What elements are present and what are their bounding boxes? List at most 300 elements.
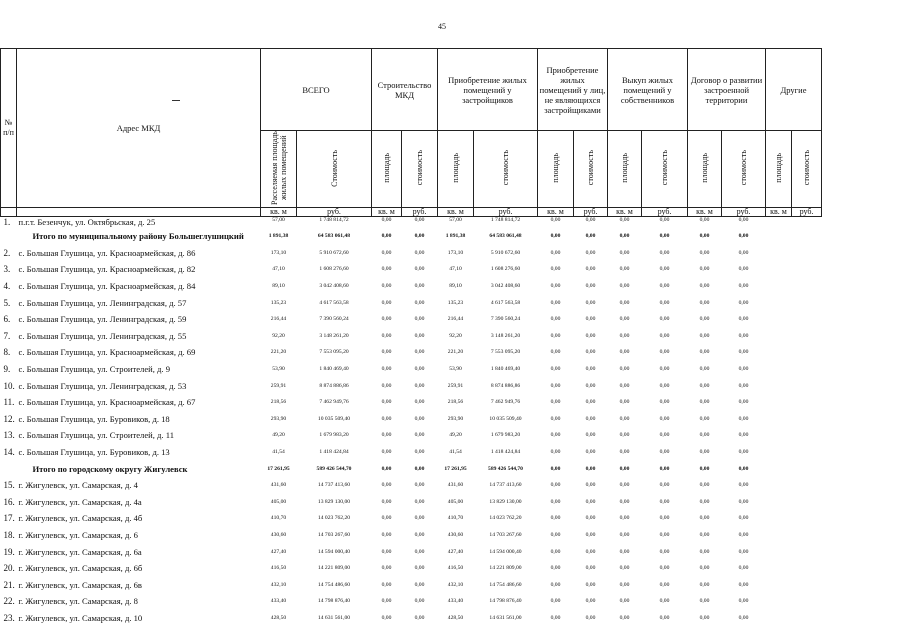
value-cell: 0,00	[550, 366, 561, 373]
value-cell: 0,00	[738, 465, 749, 472]
value-cell: 1 891,38	[268, 233, 289, 240]
value-cell: 0,00	[381, 565, 392, 572]
value-cell: 0,00	[414, 515, 425, 522]
sub-header-label: площадь	[382, 153, 391, 183]
value-cell	[792, 361, 822, 378]
value-cell: 216,44	[270, 316, 287, 323]
value-cell: 1 608 276,60	[319, 266, 349, 273]
value-cell: 0,00	[699, 515, 710, 522]
value-cell: 0,00	[381, 548, 392, 555]
value-cell: 0,00	[585, 349, 596, 356]
value-cell: 0,00	[550, 283, 561, 290]
value-cell: 0,00	[550, 299, 561, 306]
sub-header-label: площадь	[451, 153, 460, 183]
value-cell: 0,00	[619, 614, 630, 621]
value-cell	[792, 377, 822, 394]
row-number: 7.	[3, 330, 11, 341]
value-cell: 1 418 424,84	[319, 449, 349, 456]
value-cell	[766, 543, 792, 560]
table-row	[1, 344, 822, 361]
table-row	[1, 294, 822, 311]
value-cell: 0,00	[619, 482, 630, 489]
unit-cell: руб.	[574, 208, 608, 217]
value-cell: 0,00	[619, 283, 630, 290]
value-cell: 431,60	[447, 482, 464, 489]
value-cell	[766, 527, 792, 544]
value-cell: 0,00	[659, 498, 670, 505]
sub-header-3	[402, 131, 438, 208]
value-cell: 431,60	[270, 482, 287, 489]
value-cell: 293,90	[270, 415, 287, 422]
value-cell: 0,00	[619, 581, 630, 588]
value-cell: 0,00	[699, 233, 710, 240]
value-cell: 49,20	[272, 432, 285, 439]
value-cell: 0,00	[381, 498, 392, 505]
col-header-address: Адрес МКД	[17, 49, 261, 208]
table-row	[1, 444, 822, 461]
value-cell	[766, 394, 792, 411]
value-cell: 0,00	[738, 249, 749, 256]
address-cell: с. Большая Глушица, ул. Красноармейская, д. 69	[18, 347, 196, 358]
unit-cell: кв. м	[261, 208, 297, 217]
sub-header-label: площадь	[551, 153, 560, 183]
value-cell: 0,00	[738, 531, 749, 538]
value-cell	[792, 477, 822, 494]
value-cell	[792, 278, 822, 295]
value-cell: 0,00	[659, 382, 670, 389]
value-cell: 0,00	[585, 482, 596, 489]
value-cell: 0,00	[619, 548, 630, 555]
value-cell: 0,00	[550, 382, 561, 389]
value-cell: 0,00	[414, 531, 425, 538]
value-cell	[792, 610, 822, 627]
value-cell: 0,00	[738, 548, 749, 555]
sub-header-11	[722, 131, 766, 208]
row-number: 3.	[3, 264, 11, 275]
value-cell: 0,00	[550, 581, 561, 588]
address-cell: г. Жигулевск, ул. Самарская, д. 6а	[18, 546, 142, 557]
value-cell: 0,00	[659, 415, 670, 422]
value-cell: 47,10	[272, 266, 285, 273]
value-cell: 1 418 424,84	[490, 449, 521, 456]
value-cell: 0,00	[699, 449, 710, 456]
value-cell	[792, 261, 822, 278]
value-cell: 14 631 561,00	[317, 614, 351, 621]
row-number: 16.	[3, 496, 15, 507]
value-cell	[792, 228, 822, 245]
value-cell: 0,00	[738, 598, 749, 605]
sub-header-label: стоимость	[415, 150, 424, 186]
value-cell	[766, 344, 792, 361]
value-cell: 14 023 762,20	[317, 515, 351, 522]
row-number: 4.	[3, 281, 11, 292]
value-cell: 0,00	[381, 515, 392, 522]
col-header-num: № п/п	[1, 49, 17, 208]
value-cell	[766, 576, 792, 593]
value-cell: 7 553 095,20	[490, 349, 521, 356]
value-cell: 135,23	[270, 299, 287, 306]
value-cell: 0,00	[619, 217, 630, 223]
sub-header-label: стоимость	[739, 150, 748, 186]
value-cell: 428,50	[270, 614, 287, 621]
value-cell: 41,54	[272, 449, 285, 456]
value-cell: 0,00	[619, 349, 630, 356]
sub-header-13	[792, 131, 822, 208]
table-row	[1, 560, 822, 577]
value-cell: 0,00	[414, 449, 425, 456]
unit-cell: руб.	[642, 208, 688, 217]
value-cell: 0,00	[619, 465, 630, 472]
row-number: 17.	[3, 513, 15, 524]
sub-header-1	[297, 131, 372, 208]
row-number: 6.	[3, 314, 11, 325]
value-cell: 8 874 886,86	[490, 382, 521, 389]
value-cell: 0,00	[414, 349, 425, 356]
value-cell: 0,00	[738, 482, 749, 489]
sub-header-0	[261, 131, 297, 208]
table-row	[1, 427, 822, 444]
value-cell: 0,00	[619, 249, 630, 256]
value-cell: 0,00	[738, 449, 749, 456]
value-cell: 0,00	[381, 614, 392, 621]
sub-header-6	[538, 131, 574, 208]
value-cell: 0,00	[699, 266, 710, 273]
address-cell: с. Большая Глушица, ул. Буровиков, д. 18	[18, 413, 170, 424]
unit-cell: кв. м	[688, 208, 722, 217]
value-cell: 0,00	[699, 366, 710, 373]
value-cell	[766, 460, 792, 477]
value-cell: 416,50	[270, 565, 287, 572]
value-cell: 0,00	[699, 565, 710, 572]
sub-header-label: стоимость	[586, 150, 595, 186]
value-cell: 0,00	[550, 233, 561, 240]
value-cell: 1 679 983,20	[490, 432, 521, 439]
value-cell: 0,00	[699, 498, 710, 505]
value-cell: 427,40	[270, 548, 287, 555]
value-cell: 0,00	[381, 249, 392, 256]
value-cell	[792, 494, 822, 511]
value-cell: 14 798 876,40	[317, 598, 351, 605]
value-cell: 49,20	[449, 432, 462, 439]
value-cell: 17 261,95	[444, 465, 467, 472]
value-cell: 432,10	[447, 581, 464, 588]
value-cell	[766, 427, 792, 444]
row-number: 19.	[3, 546, 15, 557]
value-cell: 0,00	[414, 382, 425, 389]
value-cell	[792, 576, 822, 593]
value-cell	[792, 344, 822, 361]
value-cell: 0,00	[738, 498, 749, 505]
value-cell: 0,00	[585, 332, 596, 339]
value-cell: 0,00	[659, 316, 670, 323]
address-cell: с. Большая Глушица, ул. Ленинградская, д. 57	[18, 297, 187, 308]
value-cell: 0,00	[699, 432, 710, 439]
value-cell: 0,00	[414, 548, 425, 555]
unit-cell: руб.	[474, 208, 538, 217]
address-cell: г. Жигулевск, ул. Самарская, д. 4б	[18, 513, 143, 524]
value-cell: 0,00	[659, 366, 670, 373]
value-cell: 0,00	[414, 581, 425, 588]
value-cell: 0,00	[585, 415, 596, 422]
table-row	[1, 576, 822, 593]
value-cell: 7 390 560,24	[490, 316, 521, 323]
unit-cell: руб.	[792, 208, 822, 217]
value-cell: 0,00	[659, 548, 670, 555]
value-cell	[792, 411, 822, 428]
value-cell: 0,00	[619, 515, 630, 522]
value-cell: 0,00	[738, 266, 749, 273]
table-row	[1, 610, 822, 627]
value-cell: 0,00	[659, 565, 670, 572]
value-cell: 0,00	[550, 432, 561, 439]
value-cell: 0,00	[619, 598, 630, 605]
value-cell: 0,00	[585, 565, 596, 572]
value-cell: 433,40	[270, 598, 287, 605]
value-cell: 0,00	[585, 598, 596, 605]
value-cell: 0,00	[585, 316, 596, 323]
value-cell: 14 631 561,00	[489, 614, 522, 621]
value-cell: 0,00	[585, 233, 596, 240]
value-cell: 589 426 544,70	[488, 465, 523, 472]
address-cell: с. Большая Глушица, ул. Ленинградская, д. 59	[18, 314, 187, 325]
value-cell: 0,00	[738, 366, 749, 373]
value-cell: 0,00	[585, 449, 596, 456]
row-number: 15.	[3, 480, 15, 491]
value-cell: 14 023 762,20	[489, 515, 522, 522]
value-cell: 430,60	[447, 531, 464, 538]
value-cell	[792, 427, 822, 444]
table-row	[1, 593, 822, 610]
value-cell: 0,00	[550, 349, 561, 356]
sub-header-4	[438, 131, 474, 208]
value-cell: 0,00	[659, 432, 670, 439]
sub-header-10	[688, 131, 722, 208]
value-cell: 410,70	[447, 515, 464, 522]
value-cell: 0,00	[585, 249, 596, 256]
value-cell: 14 798 876,40	[489, 598, 522, 605]
value-cell: 430,60	[270, 531, 287, 538]
sub-header-label: площадь	[700, 153, 709, 183]
value-cell: 0,00	[585, 465, 596, 472]
value-cell: 0,00	[619, 233, 630, 240]
value-cell: 405,00	[270, 498, 287, 505]
value-cell: 13 829 130,00	[317, 498, 351, 505]
value-cell	[766, 294, 792, 311]
value-cell	[766, 411, 792, 428]
value-cell: 0,00	[585, 548, 596, 555]
value-cell: 3 148 261,20	[319, 332, 349, 339]
value-cell: 0,00	[659, 465, 670, 472]
table-row	[1, 510, 822, 527]
unit-cell: кв. м	[372, 208, 402, 217]
value-cell: 14 703 267,60	[317, 531, 351, 538]
value-cell: 0,00	[550, 548, 561, 555]
value-cell: 14 594 000,40	[317, 548, 351, 555]
value-cell: 0,00	[381, 432, 392, 439]
value-cell: 0,00	[585, 531, 596, 538]
value-cell: 0,00	[738, 382, 749, 389]
value-cell: 0,00	[381, 449, 392, 456]
value-cell: 0,00	[414, 415, 425, 422]
value-cell: 0,00	[738, 349, 749, 356]
unit-cell: руб.	[722, 208, 766, 217]
value-cell: 0,00	[699, 548, 710, 555]
resettlement-table	[0, 48, 822, 626]
group-header-total: ВСЕГО	[261, 49, 372, 131]
value-cell: 1 608 276,60	[490, 266, 521, 273]
value-cell: 1 748 814,72	[319, 217, 349, 223]
value-cell: 0,00	[699, 482, 710, 489]
table-row	[1, 245, 822, 262]
value-cell: 0,00	[550, 316, 561, 323]
address-cell: с. Большая Глушица, ул. Строителей, д. 9	[18, 364, 171, 375]
value-cell: 0,00	[381, 299, 392, 306]
value-cell: 0,00	[414, 614, 425, 621]
value-cell: 0,00	[414, 233, 425, 240]
value-cell: 64 583 061,48	[317, 233, 351, 240]
value-cell: 10 035 509,40	[317, 415, 351, 422]
value-cell: 0,00	[414, 283, 425, 290]
table-row	[1, 217, 822, 229]
table-row	[1, 411, 822, 428]
value-cell: 0,00	[619, 399, 630, 406]
value-cell: 0,00	[699, 316, 710, 323]
value-cell: 0,00	[659, 283, 670, 290]
value-cell	[792, 328, 822, 345]
value-cell: 216,44	[447, 316, 464, 323]
value-cell: 14 737 413,60	[489, 482, 522, 489]
unit-cell: кв. м	[538, 208, 574, 217]
value-cell: 0,00	[381, 283, 392, 290]
value-cell: 433,40	[447, 598, 464, 605]
value-cell: 0,00	[414, 465, 425, 472]
table-row	[1, 261, 822, 278]
value-cell: 0,00	[381, 266, 392, 273]
table-row	[1, 543, 822, 560]
value-cell: 3 042 408,60	[319, 283, 349, 290]
value-cell	[792, 217, 822, 229]
value-cell: 5 910 672,60	[490, 249, 521, 256]
value-cell: 0,00	[659, 581, 670, 588]
value-cell: 0,00	[550, 482, 561, 489]
unit-cell: руб.	[402, 208, 438, 217]
value-cell: 0,00	[619, 449, 630, 456]
value-cell	[792, 294, 822, 311]
group-header-purchase-developers: Приобретение жилых помещений у застройщиков	[438, 49, 538, 131]
table-row	[1, 311, 822, 328]
value-cell: 218,56	[270, 399, 287, 406]
value-cell: 0,00	[738, 299, 749, 306]
value-cell: 589 426 544,70	[316, 465, 352, 472]
group-header-buyout: Выкуп жилых помещений у собственников	[608, 49, 688, 131]
value-cell: 10 035 509,40	[489, 415, 522, 422]
row-number: 20.	[3, 563, 15, 574]
value-cell: 1 840 469,40	[319, 366, 349, 373]
value-cell	[766, 278, 792, 295]
value-cell: 0,00	[699, 382, 710, 389]
value-cell	[792, 311, 822, 328]
address-cell: г. Жигулевск, ул. Самарская, д. 6	[18, 529, 138, 540]
value-cell: 0,00	[381, 316, 392, 323]
value-cell: 4 617 563,58	[490, 299, 521, 306]
value-cell: 0,00	[414, 482, 425, 489]
value-cell	[792, 444, 822, 461]
row-number: 18.	[3, 529, 15, 540]
sub-header-label: площадь	[620, 153, 629, 183]
row-number: 8.	[3, 347, 11, 358]
table-row	[1, 328, 822, 345]
value-cell: 0,00	[550, 332, 561, 339]
value-cell: 0,00	[414, 332, 425, 339]
value-cell: 0,00	[414, 366, 425, 373]
value-cell: 0,00	[414, 432, 425, 439]
unit-cell-empty	[1, 208, 17, 217]
value-cell: 47,10	[449, 266, 462, 273]
page-number: 45	[438, 22, 446, 31]
value-cell: 0,00	[585, 366, 596, 373]
sub-header-8	[608, 131, 642, 208]
value-cell	[766, 228, 792, 245]
value-cell: 0,00	[619, 332, 630, 339]
value-cell: 0,00	[585, 432, 596, 439]
value-cell: 13 829 130,00	[489, 498, 522, 505]
value-cell: 0,00	[585, 217, 596, 223]
value-cell	[792, 460, 822, 477]
value-cell: 0,00	[550, 399, 561, 406]
value-cell: 0,00	[738, 316, 749, 323]
value-cell: 0,00	[550, 465, 561, 472]
value-cell: 0,00	[381, 531, 392, 538]
value-cell: 92,20	[449, 332, 462, 339]
table-row	[1, 361, 822, 378]
value-cell: 0,00	[381, 581, 392, 588]
value-cell: 0,00	[619, 316, 630, 323]
value-cell: 221,20	[447, 349, 464, 356]
value-cell: 0,00	[619, 498, 630, 505]
value-cell: 0,00	[585, 266, 596, 273]
value-cell: 14 221 809,00	[489, 565, 522, 572]
value-cell	[792, 527, 822, 544]
sub-header-label: стоимость	[501, 150, 510, 186]
group-header-territory-development: Договор о развитии застроенной территории	[688, 49, 766, 131]
value-cell: 57,00	[272, 217, 285, 223]
value-cell	[766, 560, 792, 577]
value-cell: 0,00	[619, 266, 630, 273]
value-cell: 0,00	[381, 217, 392, 223]
address-cell: п.г.т. Безенчук, ул. Октябрьская, д. 25	[18, 217, 156, 227]
sub-header-label: стоимость	[802, 150, 811, 186]
row-number: 21.	[3, 579, 15, 590]
row-number: 23.	[3, 612, 15, 623]
value-cell: 89,10	[272, 283, 285, 290]
value-cell: 0,00	[585, 283, 596, 290]
row-number: 5.	[3, 297, 11, 308]
value-cell	[766, 477, 792, 494]
value-cell: 0,00	[659, 233, 670, 240]
address-cell: г. Жигулевск, ул. Самарская, д. 6б	[18, 563, 143, 574]
value-cell: 0,00	[550, 449, 561, 456]
value-cell: 173,10	[270, 249, 287, 256]
value-cell: 0,00	[585, 299, 596, 306]
value-cell: 0,00	[659, 266, 670, 273]
value-cell: 7 553 095,20	[319, 349, 349, 356]
row-number	[1, 460, 17, 477]
value-cell: 0,00	[585, 382, 596, 389]
value-cell: 0,00	[699, 349, 710, 356]
value-cell: 0,00	[550, 515, 561, 522]
value-cell: 293,90	[447, 415, 464, 422]
table-row	[1, 377, 822, 394]
